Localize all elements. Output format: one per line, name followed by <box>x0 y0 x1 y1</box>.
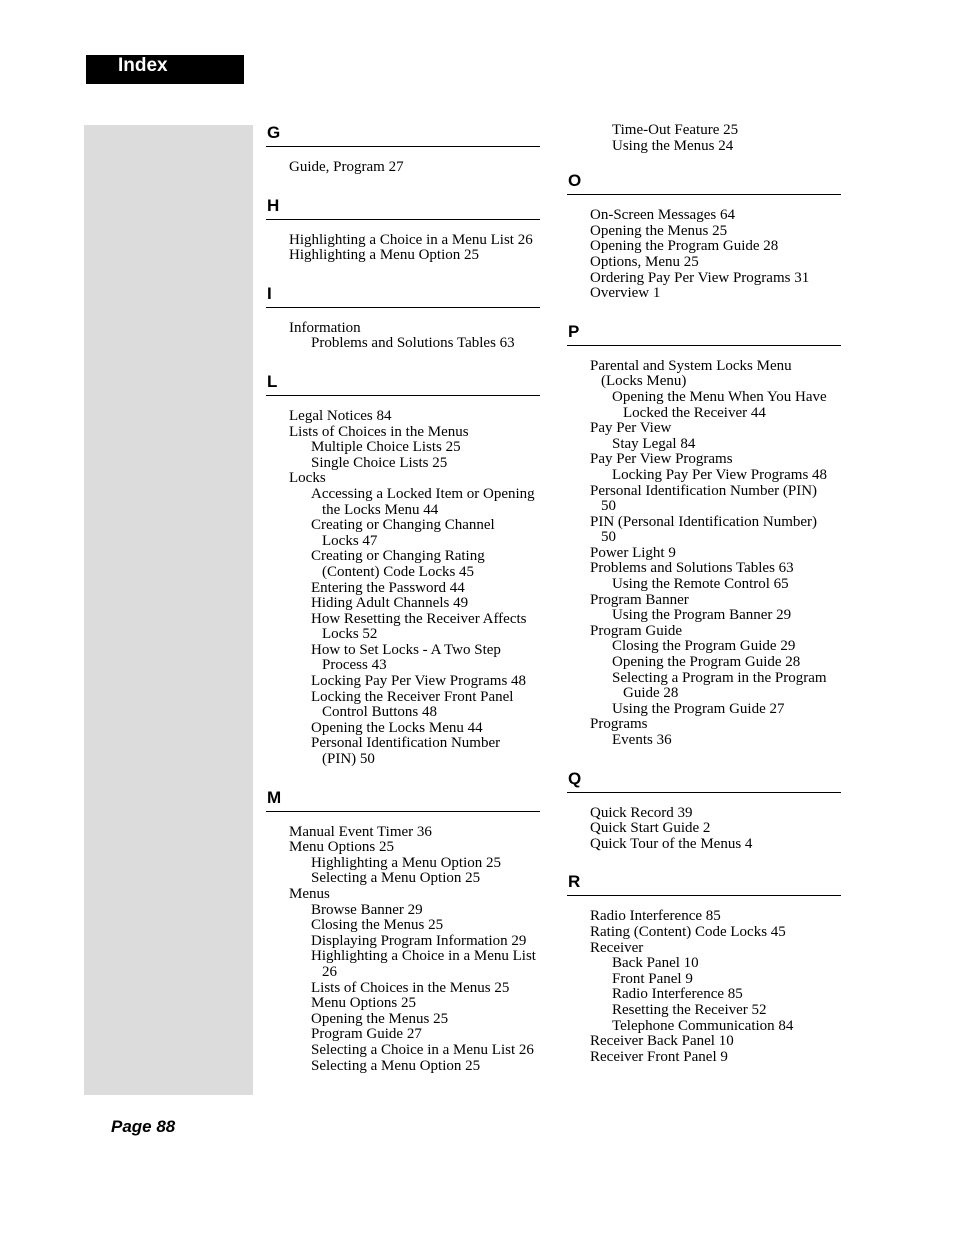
section-heading <box>567 170 841 194</box>
index-entry: Entering the Password 44 <box>311 579 465 596</box>
index-entry: 26 <box>322 963 337 980</box>
section-letter: R <box>568 872 581 892</box>
index-entry: Front Panel 9 <box>612 970 693 987</box>
section-letter: M <box>267 787 282 807</box>
section-heading <box>266 122 540 146</box>
section-heading <box>567 768 841 792</box>
index-entry: Information <box>289 319 361 336</box>
index-entry: Closing the Menus 25 <box>311 917 444 934</box>
index-section-l <box>266 371 540 787</box>
index-section-q <box>567 768 841 872</box>
index-entry: Quick Record 39 <box>590 804 693 821</box>
index-entry: Closing the Program Guide 29 <box>612 638 796 655</box>
section-letter: H <box>267 195 280 215</box>
index-entry: Menu Options 25 <box>289 839 394 856</box>
index-entry: Guide 28 <box>623 685 679 702</box>
index-entry: Rating (Content) Code Locks 45 <box>590 923 786 940</box>
index-entry: Problems and Solutions Tables 63 <box>590 560 794 577</box>
section-entries <box>266 812 540 1075</box>
header-bar <box>86 55 244 84</box>
index-entry: Using the Program Banner 29 <box>612 607 792 624</box>
index-entry: Options, Menu 25 <box>590 253 699 270</box>
index-entry: 50 <box>601 529 616 546</box>
index-entry: Overview 1 <box>590 285 661 302</box>
index-section-i <box>266 283 540 371</box>
index-entry: Locking Pay Per View Programs 48 <box>612 466 828 483</box>
index-entry: Program Guide <box>590 622 683 639</box>
index-entry: Selecting a Choice in a Menu List 26 <box>311 1041 534 1058</box>
index-entry: Problems and Solutions Tables 63 <box>311 335 515 352</box>
section-entries <box>567 195 841 302</box>
section-letter: Q <box>568 768 582 788</box>
index-section-p <box>567 321 841 768</box>
index-section-m <box>266 787 540 1094</box>
index-entry: Browse Banner 29 <box>311 901 423 918</box>
index-entry: Using the Program Guide 27 <box>612 700 785 717</box>
index-entry: Radio Interference 85 <box>612 986 743 1003</box>
index-entry: Locking Pay Per View Programs 48 <box>311 673 527 690</box>
index-entry: Programs <box>590 716 648 733</box>
index-entry: Selecting a Program in the Program <box>612 669 827 686</box>
index-entry: Highlighting a Choice in a Menu List <box>311 948 536 965</box>
index-entry: Receiver Front Panel 9 <box>590 1048 728 1065</box>
index-column-left <box>266 122 540 1093</box>
page-number: Page 88 <box>111 1117 176 1136</box>
index-entry: the Locks Menu 44 <box>322 501 439 518</box>
index-entry: Radio Interference 85 <box>590 908 721 925</box>
section-letter: O <box>568 171 582 191</box>
section-heading <box>266 371 540 395</box>
index-entry: Legal Notices 84 <box>289 407 392 424</box>
index-entry: On-Screen Messages 64 <box>590 207 735 224</box>
index-entry: Events 36 <box>612 732 672 748</box>
section-entries <box>567 793 841 853</box>
section-heading <box>266 283 540 307</box>
index-entry: Selecting a Menu Option 25 <box>311 870 481 887</box>
page-title: Index <box>118 55 168 76</box>
index-entry: Opening the Menus 25 <box>311 1010 449 1027</box>
section-heading <box>567 321 841 345</box>
index-entry: Using the Menus 24 <box>612 137 734 154</box>
index-entry: PIN (Personal Identification Number) <box>590 513 818 530</box>
index-entry: Program Guide 27 <box>311 1026 422 1043</box>
index-entry: Power Light 9 <box>590 544 676 561</box>
index-entry: (Content) Code Locks 45 <box>322 563 475 580</box>
index-entry: Selecting a Menu Option 25 <box>311 1057 481 1074</box>
index-entry: Menus <box>289 886 330 902</box>
index-entry: Menu Options 25 <box>311 995 416 1012</box>
index-section-r <box>567 871 841 1084</box>
section-letter: L <box>267 371 278 391</box>
index-entry: Hiding Adult Channels 49 <box>311 595 469 612</box>
section-entries <box>266 396 540 768</box>
index-entry: (PIN) 50 <box>322 751 375 768</box>
index-entry: Using the Remote Control 65 <box>612 576 789 593</box>
index-entry: Locks <box>289 470 326 487</box>
index-entry: Personal Identification Number (PIN) <box>590 482 818 499</box>
index-entry: Displaying Program Information 29 <box>311 932 527 949</box>
index-entry: Accessing a Locked Item or Opening <box>311 485 535 502</box>
index-entry: Pay Per View Programs <box>590 451 733 468</box>
index-entry: Resetting the Receiver 52 <box>612 1001 767 1018</box>
index-entry: Parental and System Locks Menu <box>590 357 792 374</box>
index-section-h <box>266 195 540 283</box>
index-entry: Lists of Choices in the Menus 25 <box>311 979 510 996</box>
index-entry: Creating or Changing Channel <box>311 517 495 534</box>
index-entry: Process 43 <box>322 657 387 674</box>
index-entry: Highlighting a Menu Option 25 <box>289 247 479 264</box>
index-entry: Single Choice Lists 25 <box>311 454 448 471</box>
index-entry: Back Panel 10 <box>612 955 699 972</box>
index-section-g <box>266 122 540 195</box>
index-entry: Opening the Menus 25 <box>590 222 728 239</box>
index-entry: Locks 52 <box>322 626 378 643</box>
index-entry: Multiple Choice Lists 25 <box>311 439 461 456</box>
index-entry: Opening the Menu When You Have <box>612 388 827 405</box>
index-entry: (Locks Menu) <box>601 373 687 390</box>
index-entry: Locked the Receiver 44 <box>623 404 766 421</box>
index-entry: Quick Start Guide 2 <box>590 820 711 837</box>
index-section-o <box>567 170 841 321</box>
continued-entries <box>567 122 841 170</box>
section-letter: P <box>568 321 580 341</box>
index-entry: Receiver Back Panel 10 <box>590 1033 734 1050</box>
index-entry: Receiver <box>590 939 644 956</box>
section-entries <box>266 308 540 352</box>
index-entry: Highlighting a Menu Option 25 <box>311 854 501 871</box>
index-entry: How to Set Locks - A Two Step <box>311 641 501 658</box>
index-entry: Creating or Changing Rating <box>311 548 485 565</box>
sidebar-shading <box>84 125 253 1095</box>
section-entries <box>266 220 540 264</box>
index-entry: Manual Event Timer 36 <box>289 823 432 840</box>
section-letter: G <box>267 123 281 142</box>
index-entry: Program Banner <box>590 591 689 608</box>
index-column-right <box>567 122 841 1084</box>
section-heading <box>266 787 540 811</box>
index-entry: 50 <box>601 498 616 515</box>
index-entry: Personal Identification Number <box>311 735 501 752</box>
index-entry: Opening the Program Guide 28 <box>590 238 779 255</box>
section-letter: I <box>267 283 272 303</box>
index-entry: Control Buttons 48 <box>322 704 438 721</box>
section-heading <box>567 871 841 895</box>
index-entry: Pay Per View <box>590 420 672 437</box>
index-entry: Opening the Locks Menu 44 <box>311 719 483 736</box>
index-entry: Lists of Choices in the Menus <box>289 423 469 440</box>
index-entry: Locking the Receiver Front Panel <box>311 688 514 705</box>
index-entry: Telephone Communication 84 <box>612 1017 794 1034</box>
section-entries <box>567 896 841 1065</box>
index-entry: Opening the Program Guide 28 <box>612 654 801 671</box>
section-entries <box>567 346 841 749</box>
index-entry: Stay Legal 84 <box>612 435 696 452</box>
index-entry: Guide, Program 27 <box>289 159 404 175</box>
index-entry: How Resetting the Receiver Affects <box>311 610 527 627</box>
index-entry: Quick Tour of the Menus 4 <box>590 835 753 852</box>
section-heading <box>266 195 540 219</box>
index-entry: Locks 47 <box>322 532 378 549</box>
index-entry: Ordering Pay Per View Programs 31 <box>590 269 810 286</box>
section-entries <box>266 147 540 176</box>
index-entry: Time-Out Feature 25 <box>612 122 739 138</box>
index-entry: Highlighting a Choice in a Menu List 26 <box>289 231 533 248</box>
